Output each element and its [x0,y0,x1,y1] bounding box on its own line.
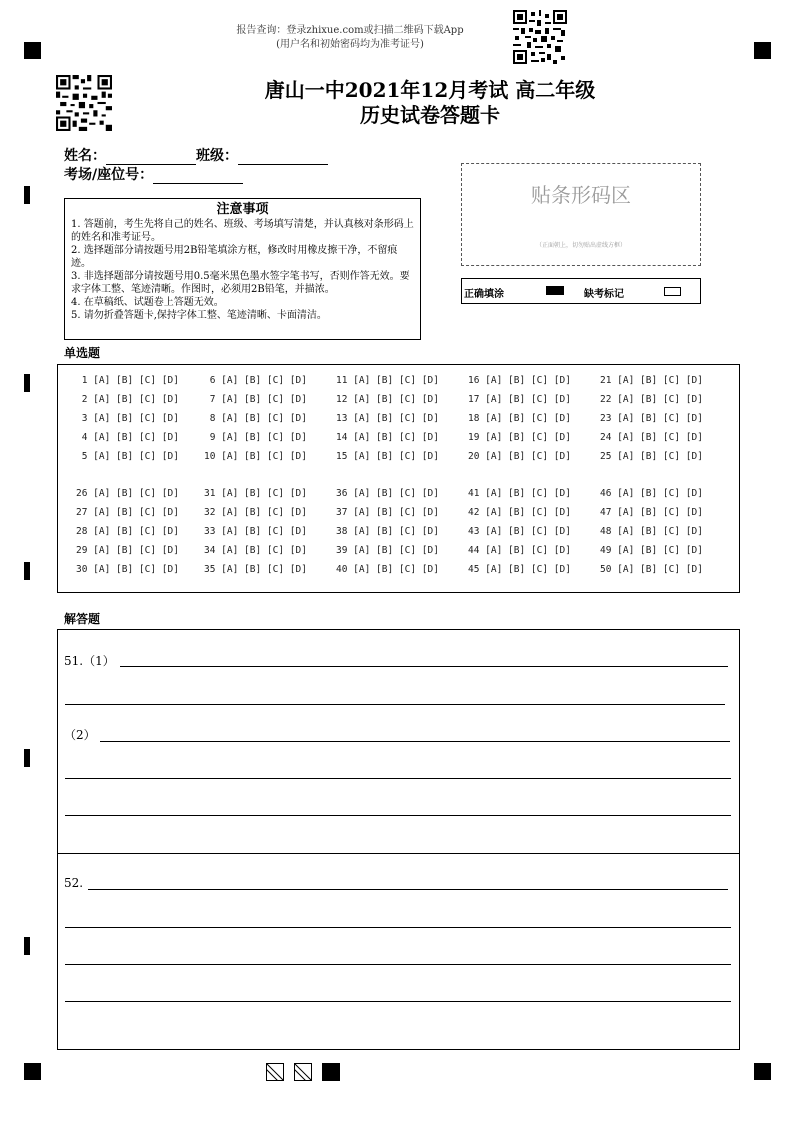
mcq-question-item[interactable]: 37 [A] [B] [C] [D] [336,507,439,518]
mcq-question-item[interactable]: 15 [A] [B] [C] [D] [336,451,439,462]
notice-item: 3. 非选择题部分请按题号用0.5毫米黑色墨水签字笔书写，否则作答无效。要求字体工整、笔迹清晰。作图时，必须用2B铅笔，并描浓。 [71,271,410,295]
seat-row [64,164,243,184]
mcq-question-item[interactable]: 46 [A] [B] [C] [D] [600,488,703,499]
mcq-question-item[interactable]: 40 [A] [B] [C] [D] [336,564,439,575]
answer-line[interactable] [65,964,731,965]
mcq-question-item[interactable]: 22 [A] [B] [C] [D] [600,394,703,405]
name-label: 姓名： [64,148,106,164]
qr-code-icon [513,10,567,64]
answer-line[interactable] [65,927,731,928]
mcq-question-item[interactable]: 38 [A] [B] [C] [D] [336,526,439,537]
mcq-question-item[interactable]: 5 [A] [B] [C] [D] [76,451,179,462]
mcq-question-item[interactable]: 44 [A] [B] [C] [D] [468,545,571,556]
mcq-question-item[interactable]: 17 [A] [B] [C] [D] [468,394,571,405]
mcq-question-item[interactable]: 42 [A] [B] [C] [D] [468,507,571,518]
mcq-question-item[interactable]: 32 [A] [B] [C] [D] [204,507,307,518]
qr-code-icon [56,75,112,131]
corner-mark-bottom-right [754,1063,771,1080]
answer-line[interactable] [100,741,730,742]
class-field[interactable] [238,150,328,165]
mcq-question-item[interactable]: 24 [A] [B] [C] [D] [600,432,703,443]
report-query-hint: 报告查询：登录zhixue.com或扫描二维码下载App [236,25,464,36]
side-mark [24,374,30,392]
mcq-grid [57,364,740,593]
mcq-question-item[interactable]: 21 [A] [B] [C] [D] [600,375,703,386]
mcq-question-item[interactable]: 4 [A] [B] [C] [D] [76,432,179,443]
name-class-row [64,145,328,165]
answer-line[interactable] [65,778,731,779]
mcq-question-item[interactable]: 14 [A] [B] [C] [D] [336,432,439,443]
mcq-question-item[interactable]: 30 [A] [B] [C] [D] [76,564,179,575]
absent-mark-label: 缺考标记 [584,289,624,300]
notice-item: 5. 请勿折叠答题卡,保持字体工整、笔迹清晰、卡面清洁。 [71,310,327,321]
mcq-question-item[interactable]: 36 [A] [B] [C] [D] [336,488,439,499]
corner-mark-top-right [754,42,771,59]
mcq-question-item[interactable]: 26 [A] [B] [C] [D] [76,488,179,499]
mcq-question-item[interactable]: 34 [A] [B] [C] [D] [204,545,307,556]
answer-line[interactable] [65,815,731,816]
q52-label: 52. [64,876,84,890]
mcq-question-item[interactable]: 47 [A] [B] [C] [D] [600,507,703,518]
mcq-question-item[interactable]: 27 [A] [B] [C] [D] [76,507,179,518]
mcq-question-item[interactable]: 31 [A] [B] [C] [D] [204,488,307,499]
exam-subtitle: 历史试卷答题卡 [360,103,500,127]
mcq-question-item[interactable]: 6 [A] [B] [C] [D] [204,375,307,386]
answer-line[interactable] [120,666,728,667]
mcq-question-item[interactable]: 19 [A] [B] [C] [D] [468,432,571,443]
side-mark [24,186,30,204]
mcq-question-item[interactable]: 23 [A] [B] [C] [D] [600,413,703,424]
mcq-question-item[interactable]: 12 [A] [B] [C] [D] [336,394,439,405]
page-mark-hatched-icon [294,1063,312,1081]
mcq-question-item[interactable]: 7 [A] [B] [C] [D] [204,394,307,405]
mcq-question-item[interactable]: 45 [A] [B] [C] [D] [468,564,571,575]
side-mark [24,937,30,955]
mcq-question-item[interactable]: 9 [A] [B] [C] [D] [204,432,307,443]
notice-title: 注意事项 [216,202,269,217]
notice-item: 2. 选择题部分请按题号用2B铅笔填涂方框，修改时用橡皮擦干净，不留痕迹。 [71,245,398,269]
correct-fill-sample [546,286,564,295]
mcq-question-item[interactable]: 39 [A] [B] [C] [D] [336,545,439,556]
side-mark [24,749,30,767]
mcq-question-item[interactable]: 49 [A] [B] [C] [D] [600,545,703,556]
answer-line[interactable] [65,1001,731,1002]
mcq-question-item[interactable]: 50 [A] [B] [C] [D] [600,564,703,575]
notice-box [64,198,421,340]
answer-line[interactable] [65,704,725,705]
mcq-question-item[interactable]: 48 [A] [B] [C] [D] [600,526,703,537]
notice-item: 4. 在草稿纸、试题卷上答题无效。 [71,297,224,308]
mcq-question-item[interactable]: 18 [A] [B] [C] [D] [468,413,571,424]
barcode-area-title: 贴条形码区 [531,183,631,207]
seat-label: 考场/座位号： [64,167,154,183]
notice-item: 1. 答题前，考生先将自己的姓名、班级、考场填写清楚，并认真核对条形码上的姓名和准考证号。 [71,219,414,243]
mcq-question-item[interactable]: 3 [A] [B] [C] [D] [76,413,179,424]
class-label: 班级： [196,148,238,164]
answer-area [57,629,740,1050]
seat-field[interactable] [153,169,243,184]
barcode-area-note: （正面朝上，切勿贴出虚线方框） [535,242,626,249]
name-field[interactable] [106,150,196,165]
answer-line[interactable] [88,889,728,890]
mcq-question-item[interactable]: 43 [A] [B] [C] [D] [468,526,571,537]
mcq-question-item[interactable]: 13 [A] [B] [C] [D] [336,413,439,424]
mcq-question-item[interactable]: 33 [A] [B] [C] [D] [204,526,307,537]
side-mark [24,562,30,580]
mcq-question-item[interactable]: 16 [A] [B] [C] [D] [468,375,571,386]
page-mark-solid [322,1063,340,1081]
barcode-area [461,163,701,266]
corner-mark-top-left [24,42,41,59]
mcq-question-item[interactable]: 41 [A] [B] [C] [D] [468,488,571,499]
mcq-question-item[interactable]: 20 [A] [B] [C] [D] [468,451,571,462]
q51-label: 51.（1） [64,654,115,668]
absent-mark-box[interactable] [664,287,681,296]
mcq-section-label: 单选题 [64,346,101,360]
mcq-question-item[interactable]: 10 [A] [B] [C] [D] [204,451,307,462]
mcq-question-item[interactable]: 11 [A] [B] [C] [D] [336,375,439,386]
exam-title: 唐山一中2021年12月考试 高二年级 [264,78,596,102]
corner-mark-bottom-left [24,1063,41,1080]
mcq-question-item[interactable]: 8 [A] [B] [C] [D] [204,413,307,424]
answer-section-label: 解答题 [64,612,101,626]
mcq-question-item[interactable]: 35 [A] [B] [C] [D] [204,564,307,575]
mcq-question-item[interactable]: 29 [A] [B] [C] [D] [76,545,179,556]
question-divider [58,853,739,854]
page-mark-hatched-icon [266,1063,284,1081]
mcq-question-item[interactable]: 25 [A] [B] [C] [D] [600,451,703,462]
q51-sub2-label: （2） [64,728,96,742]
correct-fill-label: 正确填涂 [464,289,504,300]
mcq-question-item[interactable]: 2 [A] [B] [C] [D] [76,394,179,405]
login-hint: (用户名和初始密码均为准考证号) [276,39,424,50]
mcq-question-item[interactable]: 1 [A] [B] [C] [D] [76,375,179,386]
mcq-question-item[interactable]: 28 [A] [B] [C] [D] [76,526,179,537]
fill-legend [461,278,701,304]
